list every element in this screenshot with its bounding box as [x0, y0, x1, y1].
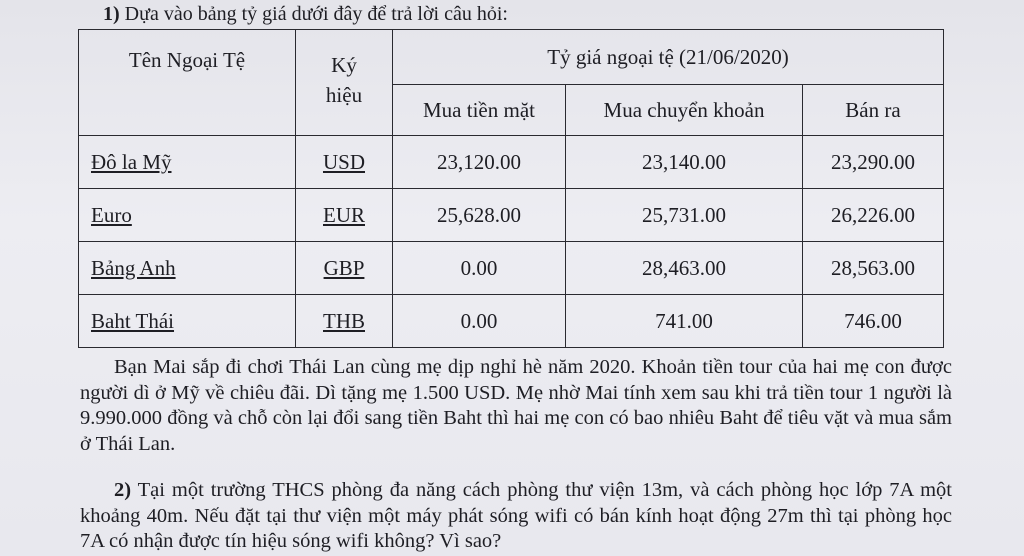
- currency-symbol: THB: [296, 295, 393, 348]
- question-1-heading: [103, 3, 508, 26]
- question-2-text: Tại một trường THCS phòng đa năng cách phòng thư viện 13m, và cách phòng học lớp 7A một khoảng 40m. Nếu đặt tại thư viện một máy phát sóng wifi có bán kính hoạt động 27m thì tại phòng học 7A có nhận được tín hiệu sóng wifi không? Vì sao?: [80, 479, 952, 552]
- transfer-buy-value: 741.00: [566, 295, 803, 348]
- table-row: [79, 189, 944, 242]
- currency-name: Euro: [79, 189, 296, 242]
- header-currency-name: Tên Ngoại Tệ: [79, 30, 296, 136]
- sell-value: 28,563.00: [803, 242, 944, 295]
- cash-buy-value: 0.00: [393, 242, 566, 295]
- currency-symbol: EUR: [296, 189, 393, 242]
- currency-name: Bảng Anh: [79, 242, 296, 295]
- table-row: [79, 242, 944, 295]
- currency-symbol: GBP: [296, 242, 393, 295]
- table-row: [79, 295, 944, 348]
- question-1-prompt: Dựa vào bảng tỷ giá dưới đây để trả lời câu hỏi:: [124, 3, 508, 25]
- header-cash-buy: Mua tiền mặt: [393, 85, 566, 136]
- transfer-buy-value: 28,463.00: [566, 242, 803, 295]
- header-sell: Bán ra: [803, 85, 944, 136]
- sell-value: 26,226.00: [803, 189, 944, 242]
- exchange-rate-table: [78, 29, 944, 348]
- transfer-buy-value: 25,731.00: [566, 189, 803, 242]
- currency-symbol: USD: [296, 136, 393, 189]
- table-row: [79, 136, 944, 189]
- header-symbol-line1: Ký: [331, 53, 357, 77]
- question-2-number: 2): [114, 479, 132, 501]
- question-2: [80, 478, 952, 555]
- header-symbol-line2: hiệu: [325, 83, 363, 107]
- sell-value: 746.00: [803, 295, 944, 348]
- cash-buy-value: 25,628.00: [393, 189, 566, 242]
- transfer-buy-value: 23,140.00: [566, 136, 803, 189]
- cash-buy-value: 0.00: [393, 295, 566, 348]
- header-exchange-rate: Tỷ giá ngoại tệ (21/06/2020): [393, 30, 944, 85]
- question-1-number: 1): [103, 3, 120, 25]
- currency-name: Baht Thái: [79, 295, 296, 348]
- header-transfer-buy: Mua chuyển khoản: [566, 85, 803, 136]
- header-symbol: [296, 30, 393, 136]
- problem-paragraph: Bạn Mai sắp đi chơi Thái Lan cùng mẹ dịp nghỉ hè năm 2020. Khoản tiền tour của hai mẹ con được người dì ở Mỹ về chiêu đãi. Dì tặng mẹ 1.500 USD. Mẹ nhờ Mai tính xem sau khi trả tiền tour 1 người là 9.990.000 đồng và chỗ còn lại đổi sang tiền Baht thì hai mẹ con có bao nhiêu Baht để tiêu vặt và mua sắm ở Thái Lan.: [80, 356, 952, 455]
- cash-buy-value: 23,120.00: [393, 136, 566, 189]
- currency-name: Đô la Mỹ: [79, 136, 296, 189]
- sell-value: 23,290.00: [803, 136, 944, 189]
